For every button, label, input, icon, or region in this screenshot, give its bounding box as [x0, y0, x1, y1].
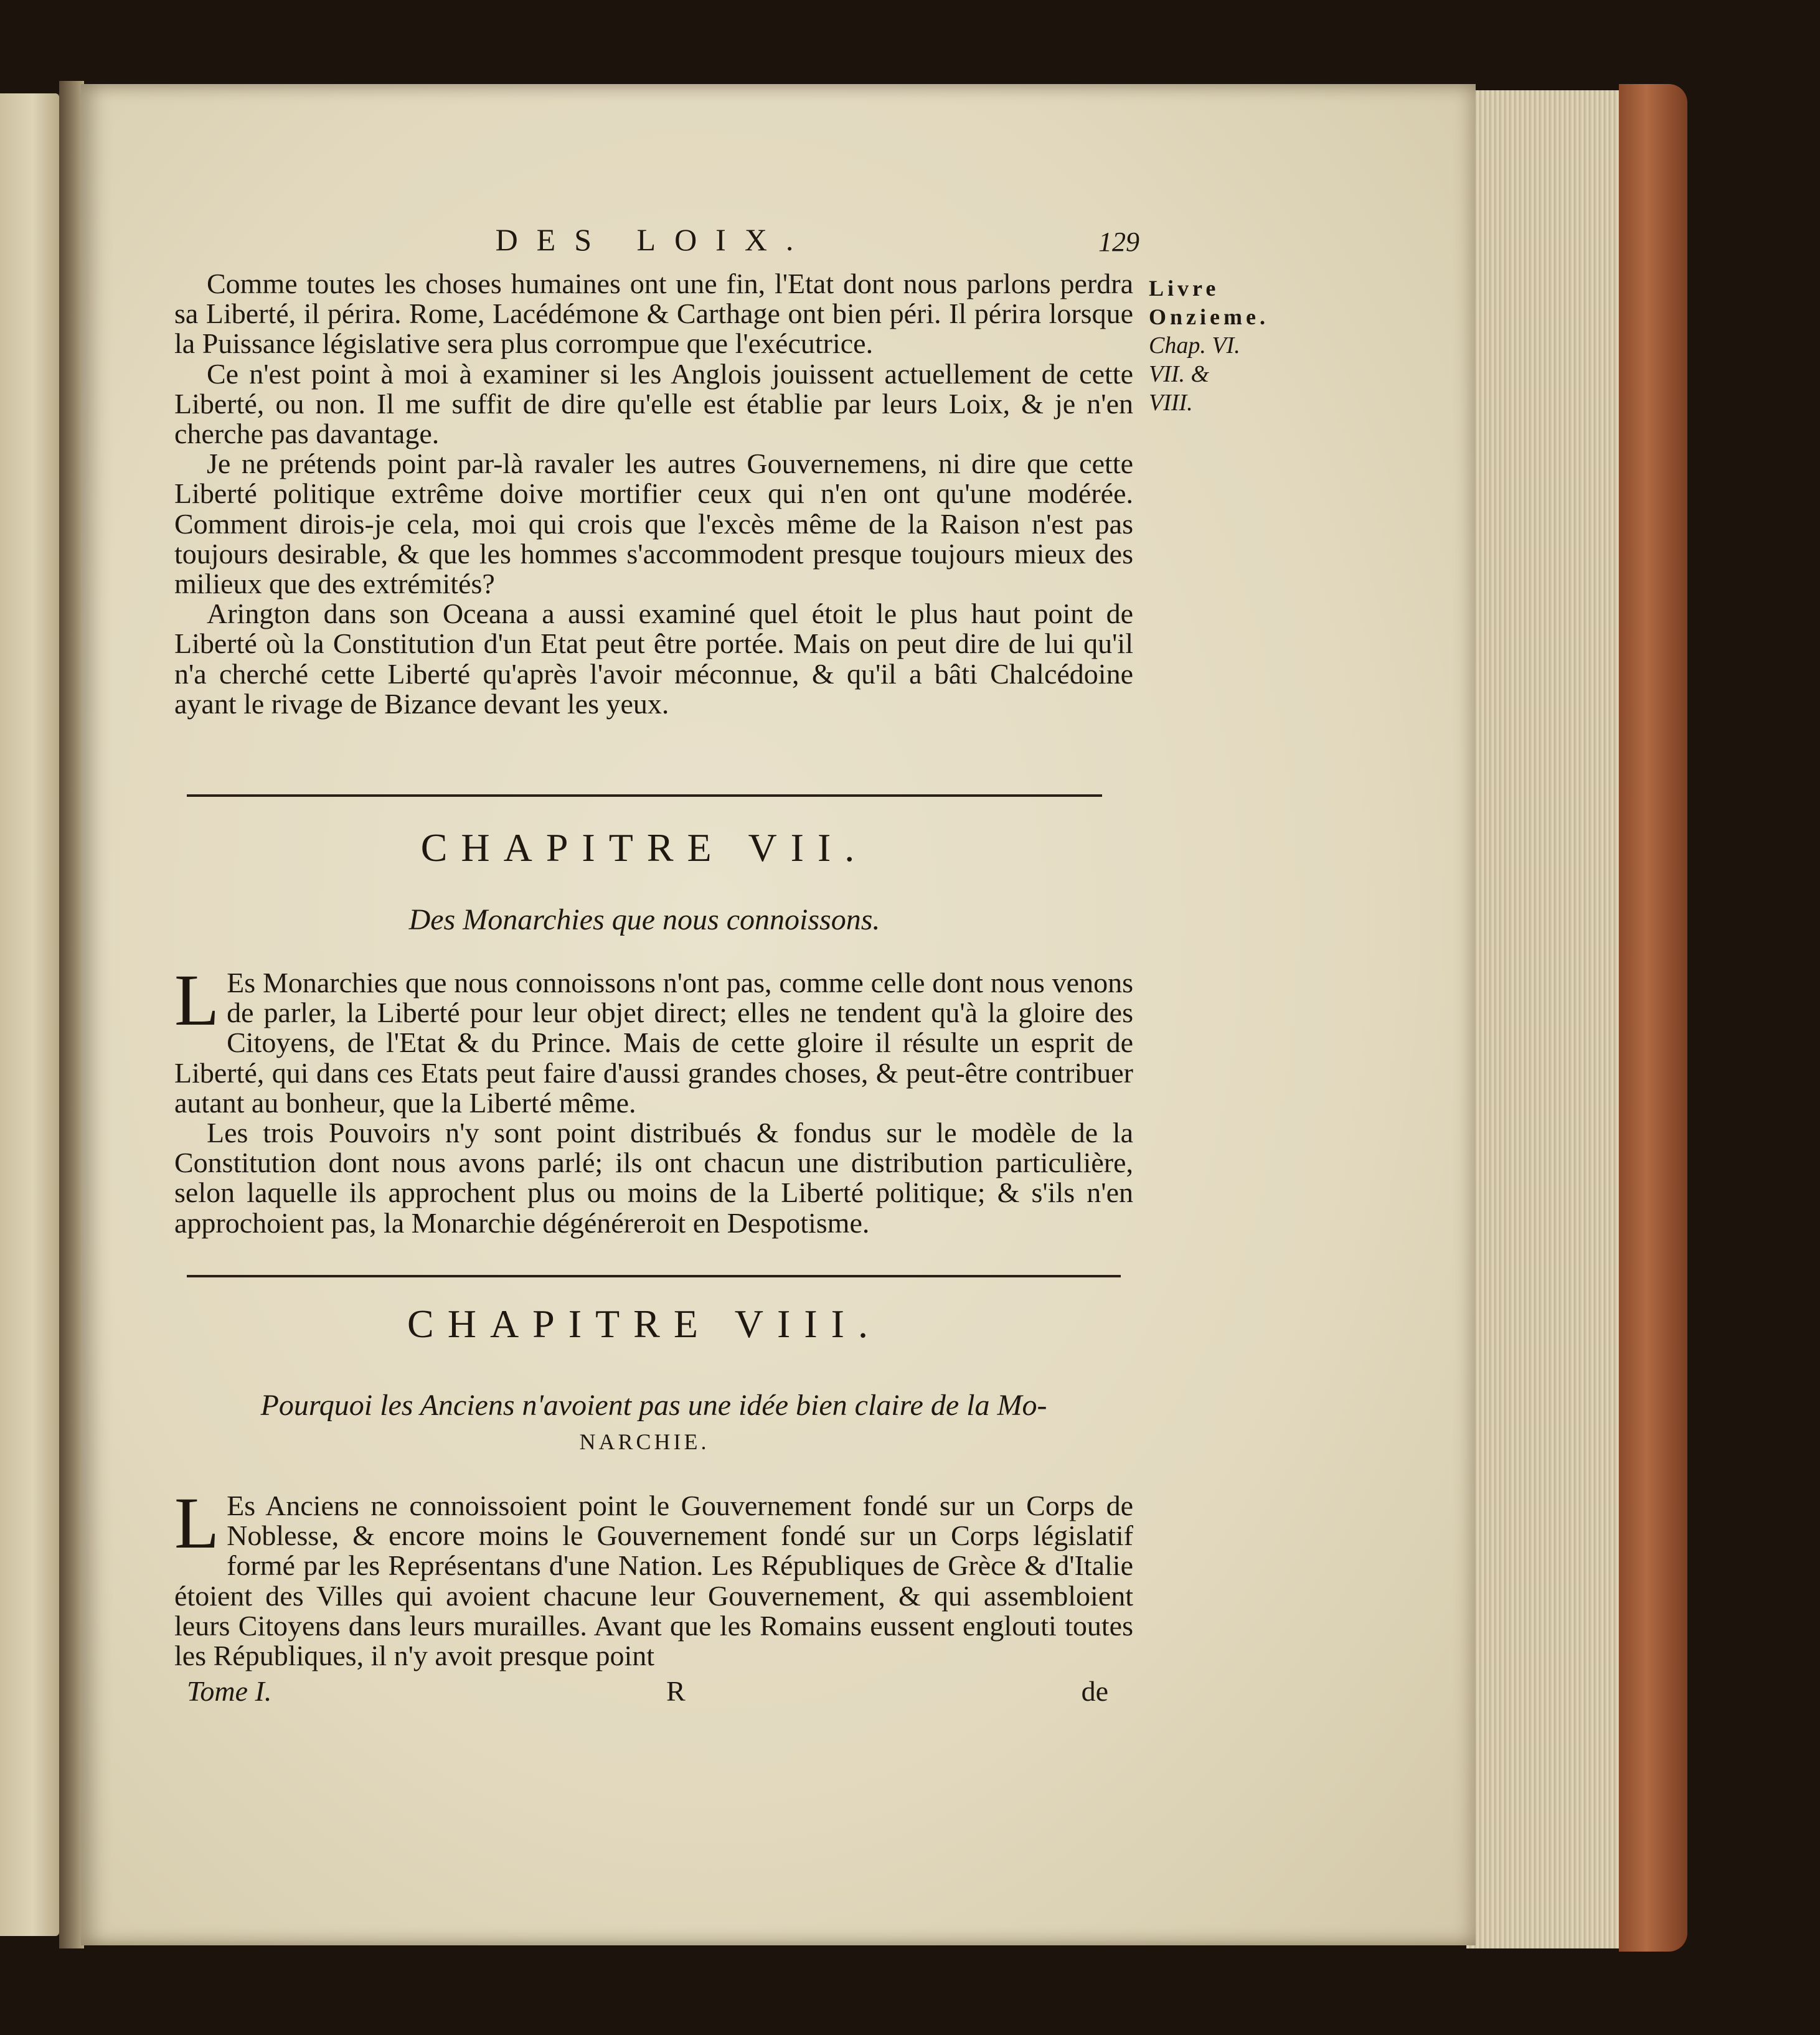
- paragraph: Es Monarchies que nous connoissons n'ont pas, comme celle dont nous venons de parler, la Liberté pour leur objet direct; elles ne tendent qu'à la gloire des Citoyens, de l'Etat & du Prince. Mais de cette gloire il résulte un esprit de Liberté, qui dans ces Etats peut faire d'aussi grandes choses, & peut-être contribuer autant au bonheur, que la Liberté même.: [174, 967, 1133, 1119]
- margin-note-book-number: Onzieme.: [1149, 304, 1269, 329]
- book-fore-edge: [1466, 90, 1641, 1948]
- volume-label: Tome I.: [187, 1675, 272, 1707]
- chapter-8-subtitle: Pourquoi les Anciens n'avoient pas une idée bien claire de la Mo-: [260, 1389, 1047, 1422]
- section-divider: [187, 794, 1102, 797]
- page-header: [174, 221, 1139, 258]
- chapter-7-text: [174, 959, 1133, 1239]
- margin-note-chapter-cont: VII. &: [1149, 361, 1210, 387]
- paragraph: Les trois Pouvoirs n'y sont point distribués & fondus sur le modèle de la Constitution dont nous avons parlé; ils ont chacun une distribution particulière, selon laquelle ils approchent plus ou moins de la Liberté politique; & s'ils n'en approchoient pas, la Monarchie dégénéreroit en Despotisme.: [174, 1117, 1133, 1239]
- margin-note-chapter: Chap. VI.: [1149, 332, 1240, 359]
- chapter-8-text: [174, 1482, 1133, 1672]
- chapter-7-subtitle: Des Monarchies que nous connoissons.: [408, 903, 880, 936]
- margin-note-book: Livre: [1149, 276, 1220, 301]
- paragraph: Comme toutes les choses humaines ont une fin, l'Etat dont nous parlons perdra sa Liberté, il périra. Rome, Lacédémone & Carthage ont bien péri. Il périra lorsque la Puissance législative sera plus corrompue que l'exécutrice.: [174, 268, 1133, 360]
- previous-page-edge: [0, 93, 59, 1936]
- paragraph: Arington dans son Oceana a aussi examiné quel étoit le plus haut point de Liberté où la Constitution d'un Etat peut être portée. Mais on peut dire de lui qu'il n'a cherché cette Liberté qu'après l'avoir méconnue, & qu'il a bâti Chalcédoine ayant le rivage de Bizance devant les yeux.: [174, 598, 1133, 720]
- leather-cover: [1619, 84, 1687, 1952]
- chapter-7-title: CHAPITRE VII.: [420, 825, 869, 870]
- section-1-text: [174, 269, 1133, 719]
- page-number: 129: [1098, 227, 1139, 257]
- page-footer: [187, 1675, 1108, 1712]
- paragraph: Es Anciens ne connoissoient point le Gouvernement fondé sur un Corps de Noblesse, & encore moins le Gouvernement fondé sur un Corps législatif formé par les Représentans d'une Nation. Les Républiques de Grèce & d'Italie étoient des Villes qui avoient chacune leur Gouvernement, & qui assembloient leurs Citoyens dans leurs murailles. Avant que les Romains eussent englouti toutes les Républiques, il n'y avoit presque point: [174, 1490, 1133, 1672]
- margin-note-chapter-end: VIII.: [1149, 390, 1193, 416]
- chapter-8-subtitle-cont: NARCHIE.: [579, 1429, 710, 1454]
- drop-cap: L: [174, 1482, 220, 1564]
- drop-cap: L: [174, 959, 220, 1041]
- paragraph: Ce n'est point à moi à examiner si les Anglois jouissent actuellement de cette Liberté, ou non. Il me suffit de dire qu'elle est établie par leurs Loix, & je n'en cherche pas davantage.: [174, 357, 1133, 450]
- paragraph: Je ne prétends point par-là ravaler les autres Gouvernemens, ni dire que cette Liberté politique extrême doive mortifier ceux qui n'en ont qu'une modérée. Comment dirois-je cela, moi qui crois que l'excès même de la Raison n'est pas toujours desirable, & que les hommes s'accommodent presque toujours mieux des milieux que des extrémités?: [174, 448, 1133, 600]
- section-divider: [187, 1275, 1121, 1277]
- book-gutter: [59, 81, 84, 1948]
- signature-mark: R: [666, 1675, 686, 1707]
- chapter-8-title: CHAPITRE VIII.: [407, 1302, 882, 1346]
- margin-note: [1149, 274, 1269, 417]
- running-head: DES LOIX.: [495, 222, 813, 257]
- catchword: de: [1081, 1675, 1108, 1707]
